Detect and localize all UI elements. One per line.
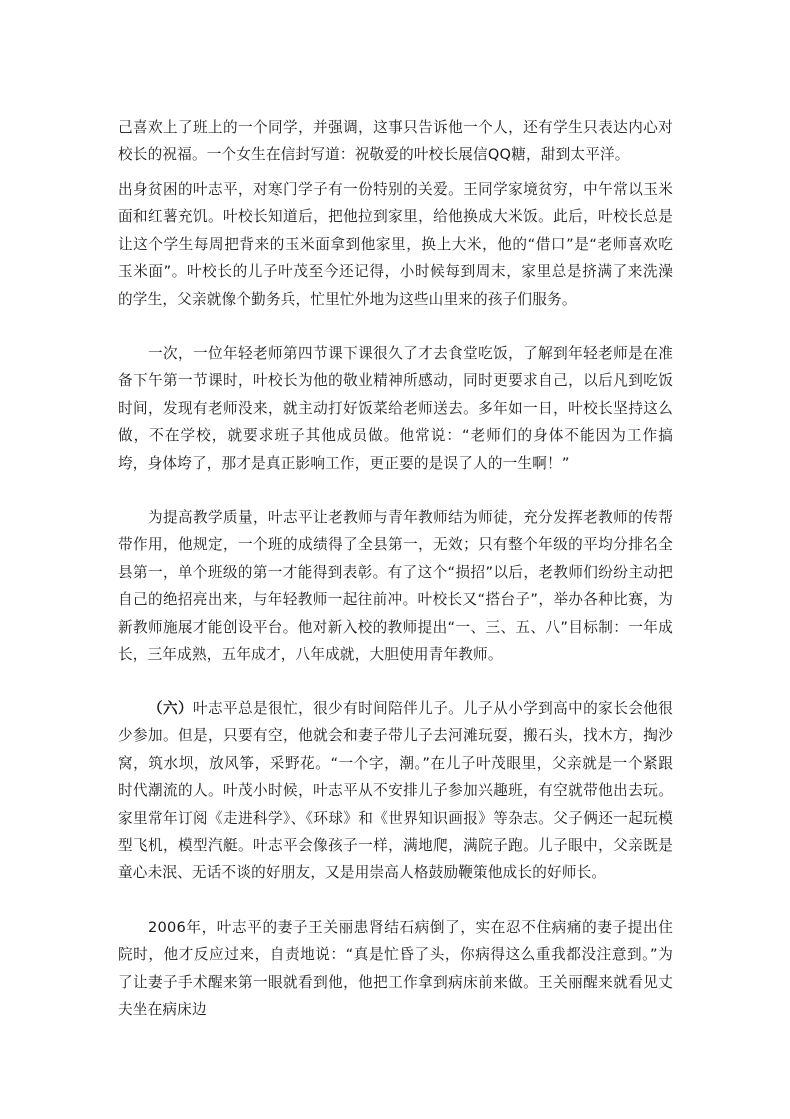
paragraph-2: 出身贫困的叶志平，对寒门学子有一份特别的关爱。王同学家境贫穷，中午常以玉米面和红薯充饥。叶校长知道后，把他拉到家里，给他换成大米饭。此后，叶校长总是让这个学生每周把背来的玉米面拿到他家里，换上大米，他的“借口”是“老师喜欢吃玉米面”。叶校长的儿子叶茂至今还记得，小时候每到周末，家里总是挤满了来洗澡的学生，父亲就像个勤务兵，忙里忙外地为这些山里来的孩子们服务。 [118,181,673,308]
paragraph-4: 为提高教学质量，叶志平让老教师与青年教师结为师徒，充分发挥老教师的传帮带作用，他规定，一个班的成绩得了全县第一，无效；只有整个年级的平均分排名全县第一，单个班级的第一才能得到表彰。有了这个“损招”以后，老教师们纷纷主动把自己的绝招亮出来，与年轻教师一起往前冲。叶校长又“搭台子”，举办各种比赛，为新教师施展才能创设平台。他对新入校的教师提出“一、三、五、八”目标制：一年成长，三年成熟，五年成才，八年成就，大胆使用青年教师。 [118,509,673,664]
paragraph-5 [118,695,673,887]
section-marker: （六） [148,700,194,717]
paragraph-5-text: 叶志平总是很忙，很少有时间陪伴儿子。儿子从小学到高中的家长会他很少参加。但是，只要有空，他就会和妻子带儿子去河滩玩耍，搬石头，找木方，掏沙窝，筑水坝，放风筝，采野花。“一个字，潮。”在儿子叶茂眼里，父亲就是一个紧跟时代潮流的人。叶茂小时候，叶志平从不安排儿子参加兴趣班，有空就带他出去玩。家里常年订阅《走进科学》、《环球》和《世界知识画报》等杂志。父子俩还一起玩模型飞机，模型汽艇。叶志平会像孩子一样，满地爬，满院子跑。儿子眼中，父亲既是童心未泯、无话不谈的好朋友，又是用崇高人格鼓励鞭策他成长的好师长。 [118,700,674,882]
paragraph-1: 己喜欢上了班上的一个同学，并强调，这事只告诉他一个人，还有学生只表达内心对校长的祝福。一个女生在信封写道：祝敬爱的叶校长展信QQ糖，甜到太平洋。 [118,119,673,164]
paragraph-3: 一次，一位年轻老师第四节课下课很久了才去食堂吃饭，了解到年轻老师是在准备下午第一节课时，叶校长为他的敬业精神所感动，同时更要求自己，以后凡到吃饭时间，发现有老师没来，就主动打好饭菜给老师送去。多年如一日，叶校长坚持这么做，不在学校，就要求班子其他成员做。他常说：“老师们的身体不能因为工作搞垮，身体垮了，那才是真正影响工作，更正要的是误了人的一生啊！” [118,345,673,472]
paragraph-6: 2006年，叶志平的妻子王关丽患肾结石病倒了，实在忍不住病痛的妻子提出住院时，他才反应过来，自责地说：“真是忙昏了头，你病得这么重我都没注意到。”为了让妻子手术醒来第一眼就看到他，他把工作拿到病床前来做。王关丽醒来就看见丈夫坐在病床边 [118,919,673,1019]
